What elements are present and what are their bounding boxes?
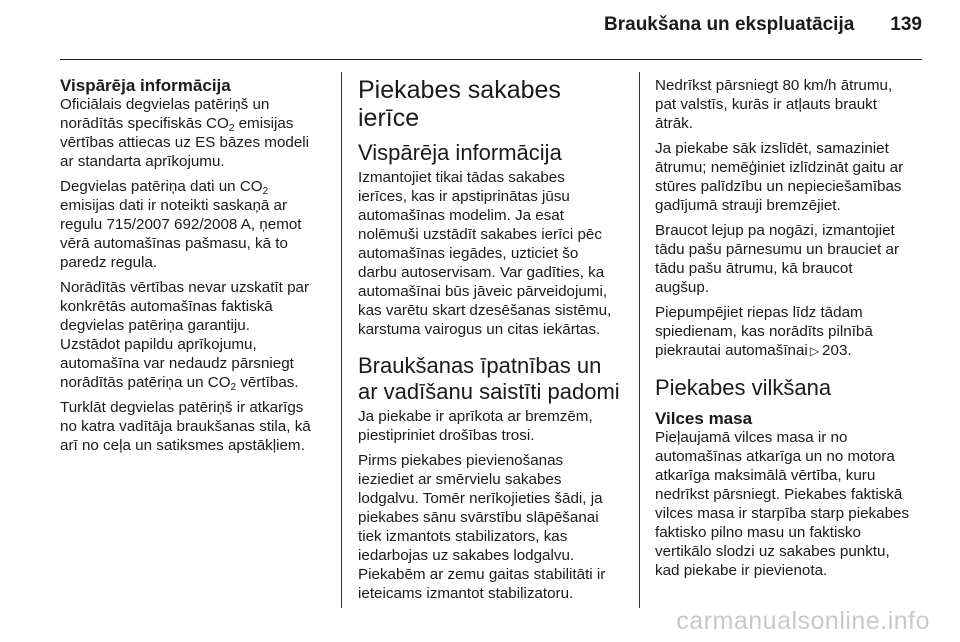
section-heading: Vispārēja informācija <box>60 76 231 95</box>
text-line: tiek izmantots stabilizators, kas <box>358 528 568 545</box>
text-line: piestipriniet drošības trosi. <box>358 427 535 444</box>
page-reference-icon[interactable]: ▷ <box>809 344 820 358</box>
running-title: Braukšana un ekspluatācija <box>604 14 855 35</box>
paragraph: Norādītās vērtības nevar uzskatīt par konkrētās automašīnas faktiskā degvielas patēriņa garantiju. Uzstādot papildu aprīkojumu, automašīna var nedaudz pārsniegt norādītās patēriņa un $CO_2$ vērtības. <box>60 279 310 393</box>
paragraph <box>655 139 927 215</box>
text-line: automašīnas atkarīga un no motora <box>655 448 895 465</box>
text-line: faktisko pilno masu un faktisko <box>655 524 861 541</box>
header-rule <box>60 59 922 60</box>
page-header <box>0 14 922 36</box>
watermark: carmanualsonline.info <box>676 607 930 635</box>
column-2 <box>358 76 626 609</box>
text-line: kad piekabe ir pievienota. <box>655 562 828 579</box>
text-line: Piekabēm ar zemu gaitas stabilitāti ir <box>358 566 606 583</box>
paragraph <box>655 76 927 133</box>
text-line: Ja piekabe ir aprīkota ar bremzēm, <box>358 408 593 425</box>
page-number: 139 <box>890 14 922 35</box>
subsection-title: Braukšanas īpatnības un ar vadīšanu saistīti padomi <box>358 353 620 404</box>
text-line: vilces masa ir starpība starp piekabes <box>655 505 910 522</box>
text-line: Izmantojiet tikai tādas sakabes <box>358 169 565 186</box>
text-line: darbu autoservisam. Var gadīties, ka <box>358 264 605 281</box>
text-line: vertikālo slodzi uz sakabes punktu, <box>655 543 890 560</box>
section-heading: Vilces masa <box>655 409 753 428</box>
text-line: ieziediet ar smērvielu sakabes <box>358 471 562 488</box>
text-line: karstuma vairogus un citas iekārtas. <box>358 321 601 338</box>
text-line: augšup. <box>655 279 710 296</box>
text-line: pat valstīs, kurās ir atļauts braukt <box>655 96 877 113</box>
text-line: iedarbojas uz sakabes lodgalvu. <box>358 547 575 564</box>
text-line: Piepumpējiet riepas līdz tādam <box>655 304 863 321</box>
text-line: kas varētu skart dzesēšanas sistēmu, <box>358 302 612 319</box>
column-divider-2 <box>639 72 640 608</box>
text-line: ātrumu; nemēģiniet izlīdzināt gaitu ar <box>655 159 904 176</box>
text-line: automašīnas modelim. Ja esat <box>358 207 564 224</box>
text-line: gadījumā strauji bremzējiet. <box>655 197 841 214</box>
column-divider-1 <box>341 72 342 608</box>
chapter-title: Piekabes sakabes ierīce <box>358 76 561 132</box>
text-line: atkarīga maksimālā vērtība, kuru <box>655 467 876 484</box>
paragraph: Oficiālais degvielas patēriņš un norādītās specifiskās $CO_2$ emisijas vērtības attiecas uz ES bāzes modeli ar standarta aprīkojumu. <box>60 96 310 170</box>
text-line: Ja piekabe sāk izslīdēt, samaziniet <box>655 140 889 157</box>
text-line: Pieļaujamā vilces masa ir no <box>655 429 848 446</box>
paragraph <box>655 428 927 580</box>
text-line: automašīnai būs jāveic pārveidojumi, <box>358 283 608 300</box>
text-line: tādu pašu pārnesumu un brauciet ar <box>655 241 900 258</box>
section-title: Piekabes vilkšana <box>655 375 832 400</box>
column-1 <box>60 76 328 461</box>
paragraph: Piepumpējiet riepas līdz tādam spiedienam, kas norādīts pilnībā piekrautai automašīnai ▷ 203. <box>655 303 927 361</box>
text-line: nolēmuši uzstādīt sakabes ierīci pēc <box>358 226 602 243</box>
text-line: Braucot lejup pa nogāzi, izmantojiet <box>655 222 895 239</box>
text-line: spiedienam, kas norādīts pilnībā <box>655 323 873 340</box>
text-line: stūres palīdzību un nepieciešamības <box>655 178 902 195</box>
text-line: ātrāk. <box>655 115 693 132</box>
paragraph <box>655 221 927 297</box>
text-line: nedrīkst pārsniegt. Piekabes faktiskā <box>655 486 903 503</box>
paragraph <box>358 407 626 445</box>
text-line: ierīces, kas ir apstiprinātas jūsu <box>358 188 570 205</box>
subsection-title: Vispārēja informācija <box>358 140 562 165</box>
text-line: Nedrīkst pārsniegt 80 km/h ātrumu, <box>655 77 893 94</box>
text-line: piekabes sānu svārstību slāpēšanai <box>358 509 599 526</box>
paragraph: Degvielas patēriņa dati un $CO_2$ emisijas dati ir noteikti saskaņā ar regulu 715/2007 692/2008 A, ņemot vērā automašīnas pašmasu, kā to paredz regula. <box>60 178 302 271</box>
text-line: tādu pašu ātrumu, kā braucot <box>655 260 853 277</box>
column-3 <box>655 76 927 586</box>
text-line: lodgalvu. Tomēr nerīkojieties šādi, ja <box>358 490 603 507</box>
text-line: Pirms piekabes pievienošanas <box>358 452 564 469</box>
text-line: automašīnas iegādes, uzticiet šo <box>358 245 579 262</box>
paragraph: Turklāt degvielas patēriņš ir atkarīgs no katra vadītāja braukšanas stila, kā arī no ceļa un satiksmes apstākļiem. <box>60 399 311 454</box>
text-line: ieteicams izmantot stabilizatoru. <box>358 585 574 602</box>
page-reference[interactable]: 203. <box>822 342 852 359</box>
paragraph <box>358 168 626 339</box>
paragraph <box>358 451 626 603</box>
